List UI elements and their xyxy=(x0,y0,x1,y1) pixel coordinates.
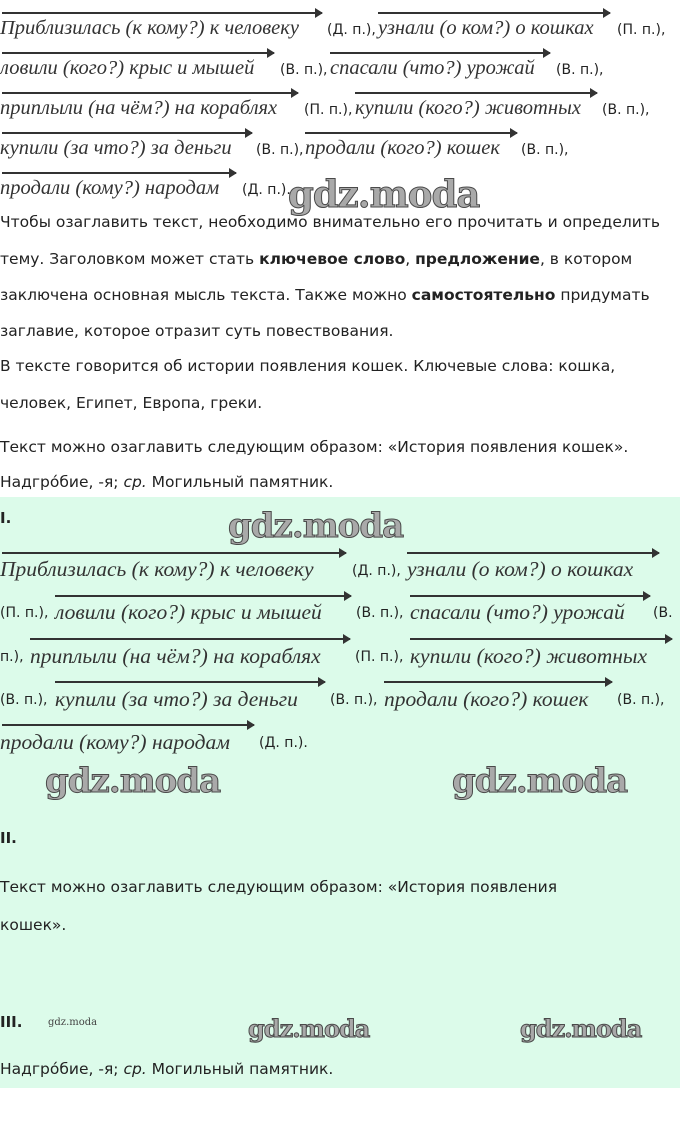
phrase: продали (кому?) народам xyxy=(0,177,220,199)
case-label: (В. п.), xyxy=(280,62,328,78)
text-line: Текст можно озаглавить следующим образом: «История появления кошек». xyxy=(0,438,629,456)
case-label: (В. xyxy=(653,605,673,621)
keyword-bold: самостоятельно xyxy=(411,286,556,304)
keyword-bold: предложение xyxy=(415,250,540,268)
phrase: спасали (что?) урожай xyxy=(330,57,535,79)
text-fragment: Могильный памятник. xyxy=(146,1060,334,1078)
text-line: кошек». xyxy=(0,916,67,934)
phrase: ловили (кого?) крыс и мышей xyxy=(55,600,322,624)
arrow xyxy=(2,552,346,554)
arrow xyxy=(2,92,298,94)
case-label: п.), xyxy=(0,649,24,665)
arrow xyxy=(30,638,350,640)
text-line xyxy=(0,472,333,492)
text-line: В тексте говорится об истории появления кошек. Ключевые слова: кошка, xyxy=(0,357,616,375)
arrow xyxy=(410,595,650,597)
arrow xyxy=(410,638,672,640)
watermark-logo: gdz.moda xyxy=(288,172,480,216)
phrase: Приблизилась (к кому?) к человеку xyxy=(0,557,314,581)
keyword-bold: ключевое слово xyxy=(259,250,406,268)
case-label: (В. п.), xyxy=(556,62,604,78)
abbr-italic: ср. xyxy=(123,473,147,491)
case-label: (Д. п.), xyxy=(352,563,401,579)
phrase: купили (за что?) за деньги xyxy=(55,687,298,711)
arrow xyxy=(384,681,612,683)
watermark-logo: gdz.moda xyxy=(452,761,628,801)
section-number: I. xyxy=(0,509,12,527)
arrow xyxy=(2,724,254,726)
phrase: приплыли (на чём?) на кораблях xyxy=(30,644,321,668)
case-label: (В. п.), xyxy=(356,605,404,621)
arrow xyxy=(330,52,550,54)
text-fragment: Надгро́бие, -я; xyxy=(0,1060,124,1078)
arrow xyxy=(2,12,322,14)
case-label: (В. п.), xyxy=(330,692,378,708)
case-label: (В. п.), xyxy=(0,692,48,708)
case-label: (В. п.), xyxy=(256,142,304,158)
arrow xyxy=(2,132,252,134)
text-line xyxy=(0,285,650,305)
arrow xyxy=(2,172,236,174)
watermark-logo: gdz.moda xyxy=(228,506,404,546)
text-fragment: заключена основная мысль текста. Также можно xyxy=(0,286,412,304)
text-fragment: Могильный памятник. xyxy=(146,473,334,491)
arrow xyxy=(407,552,659,554)
phrase: приплыли (на чём?) на кораблях xyxy=(0,97,278,119)
arrow xyxy=(2,52,274,54)
arrow xyxy=(355,92,597,94)
case-label: (Д. п.), xyxy=(327,22,376,38)
text-fragment: придумать xyxy=(555,286,650,304)
text-fragment: , в котором xyxy=(539,250,633,268)
phrase: продали (кому?) народам xyxy=(0,730,230,754)
section-number: II. xyxy=(0,829,17,847)
phrase: спасали (что?) урожай xyxy=(410,600,625,624)
phrase: купили (кого?) животных xyxy=(410,644,648,668)
case-label: (П. п.), xyxy=(355,649,404,665)
text-line: Текст можно озаглавить следующим образом: «История появления xyxy=(0,878,558,896)
text-fragment: тему. Заголовком может стать xyxy=(0,250,260,268)
text-fragment: Надгро́бие, -я; xyxy=(0,473,124,491)
case-label: (Д. п.). xyxy=(242,182,291,198)
watermark-logo-small: gdz.moda xyxy=(48,1017,98,1028)
phrase: купили (кого?) животных xyxy=(355,97,581,119)
case-label: (П. п.), xyxy=(617,22,666,38)
phrase: узнали (о ком?) о кошках xyxy=(407,557,634,581)
text-line: человек, Египет, Европа, греки. xyxy=(0,394,263,412)
text-fragment: , xyxy=(405,250,416,268)
text-line xyxy=(0,1059,333,1079)
phrase: Приблизилась (к кому?) к человеку xyxy=(0,17,299,39)
arrow xyxy=(378,12,610,14)
phrase: продали (кого?) кошек xyxy=(305,137,500,159)
arrow xyxy=(55,681,325,683)
phrase: продали (кого?) кошек xyxy=(384,687,589,711)
case-label: (П. п.), xyxy=(0,605,49,621)
text-line xyxy=(0,249,632,269)
phrase: узнали (о ком?) о кошках xyxy=(378,17,594,39)
phrase: купили (за что?) за деньги xyxy=(0,137,232,159)
case-label: (П. п.), xyxy=(304,102,353,118)
section-number: III. xyxy=(0,1013,23,1031)
text-line: заглавие, которое отразит суть повествования. xyxy=(0,322,394,340)
case-label: (В. п.), xyxy=(617,692,665,708)
watermark-logo: gdz.moda xyxy=(45,761,221,801)
watermark-logo: gdz.moda xyxy=(248,1014,370,1043)
watermark-logo: gdz.moda xyxy=(520,1014,642,1043)
abbr-italic: ср. xyxy=(123,1060,147,1078)
phrase: ловили (кого?) крыс и мышей xyxy=(0,57,255,79)
case-label: (В. п.), xyxy=(521,142,569,158)
case-label: (В. п.), xyxy=(602,102,650,118)
arrow xyxy=(55,595,351,597)
case-label: (Д. п.). xyxy=(259,735,308,751)
text-line: Чтобы озаглавить текст, необходимо внимательно его прочитать и определить xyxy=(0,213,660,231)
arrow xyxy=(305,132,517,134)
